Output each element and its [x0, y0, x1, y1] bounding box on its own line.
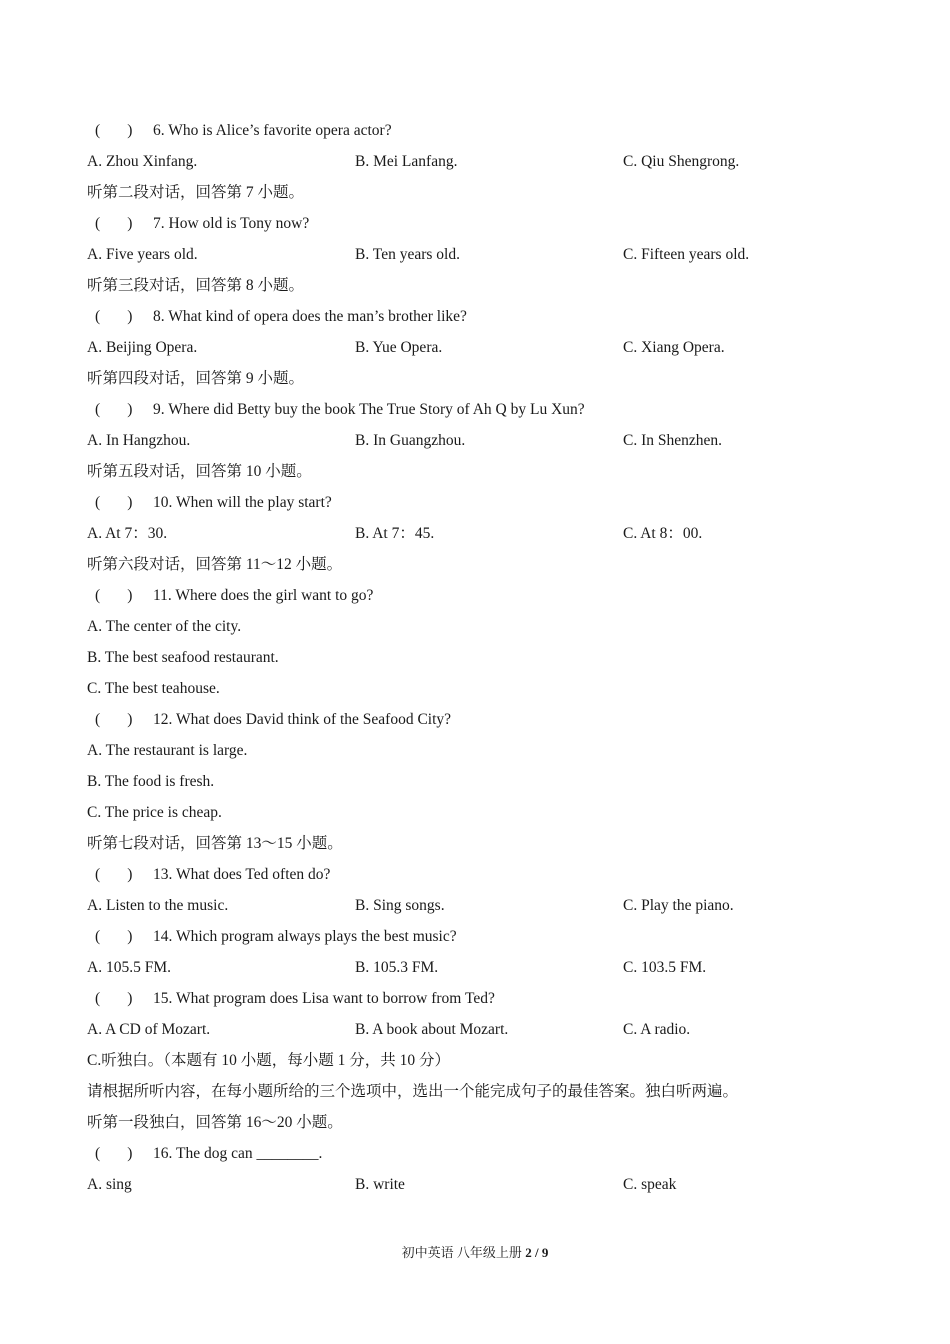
option-a: A. sing: [87, 1176, 132, 1193]
options-row: [87, 1014, 887, 1045]
options-row: [87, 1169, 887, 1200]
question: [87, 921, 887, 952]
options-row: [87, 952, 887, 983]
option-c: C. Xiang Opera.: [623, 339, 725, 356]
exam-content: [87, 115, 887, 1200]
question: [87, 487, 887, 518]
option-a: A. A CD of Mozart.: [87, 1021, 211, 1038]
options-row: [87, 518, 887, 549]
option-c: C. speak: [623, 1176, 677, 1193]
option-c: C. Qiu Shengrong.: [623, 153, 740, 170]
question: [87, 394, 887, 425]
option-a: A. At 7：30.: [87, 525, 168, 542]
option-b: B. Ten years old.: [355, 246, 460, 263]
text-line: 听第七段对话，回答第 13～15 小题。: [87, 835, 343, 852]
option-a: A. Listen to the music.: [87, 897, 229, 914]
question: [87, 580, 887, 611]
text-line: B. The food is fresh.: [87, 773, 215, 790]
answer-blank: ( ): [95, 990, 133, 1007]
question: [87, 859, 887, 890]
text-line: C.听独白。（本题有 10 小题，每小题 1 分，共 10 分）: [87, 1052, 450, 1069]
answer-blank: ( ): [95, 711, 133, 728]
page-number: 2 / 9: [525, 1245, 549, 1260]
question-text: 15. What program does Lisa want to borrow from Ted?: [153, 990, 495, 1007]
question-text: 16. The dog can ________.: [153, 1145, 323, 1162]
footer-course: 初中英语 八年级上册: [401, 1245, 522, 1260]
question-text: 14. Which program always plays the best music?: [153, 928, 457, 945]
answer-blank: ( ): [95, 928, 133, 945]
options-row: [87, 890, 887, 921]
text-line: A. The center of the city.: [87, 618, 242, 635]
text-line: B. The best seafood restaurant.: [87, 649, 279, 666]
question: [87, 115, 887, 146]
text-line: 请根据所听内容，在每小题所给的三个选项中，选出一个能完成句子的最佳答案。独白听两遍。: [87, 1083, 739, 1100]
question: [87, 1138, 887, 1169]
answer-blank: ( ): [95, 494, 133, 511]
text-line: 听第一段独白，回答第 16～20 小题。: [87, 1114, 343, 1131]
option-c: C. A radio.: [623, 1021, 691, 1038]
option-c: C. Fifteen years old.: [623, 246, 750, 263]
question-text: 10. When will the play start?: [153, 494, 332, 511]
answer-blank: ( ): [95, 1145, 133, 1162]
answer-blank: ( ): [95, 215, 133, 232]
option-b: B. Sing songs.: [355, 897, 445, 914]
answer-blank: ( ): [95, 401, 133, 418]
text-line: 听第五段对话，回答第 10 小题。: [87, 463, 312, 480]
question: [87, 983, 887, 1014]
question-text: 13. What does Ted often do?: [153, 866, 331, 883]
option-b: B. Mei Lanfang.: [355, 153, 458, 170]
text-line: C. The price is cheap.: [87, 804, 222, 821]
answer-blank: ( ): [95, 308, 133, 325]
option-a: A. Zhou Xinfang.: [87, 153, 198, 170]
question: [87, 208, 887, 239]
page-footer: [0, 1243, 950, 1263]
question: [87, 301, 887, 332]
option-b: B. 105.3 FM.: [355, 959, 439, 976]
option-b: B. In Guangzhou.: [355, 432, 466, 449]
option-b: B. At 7：45.: [355, 525, 435, 542]
option-c: C. At 8：00.: [623, 525, 703, 542]
question: [87, 704, 887, 735]
answer-blank: ( ): [95, 587, 133, 604]
question-text: 12. What does David think of the Seafood City?: [153, 711, 452, 728]
answer-blank: ( ): [95, 866, 133, 883]
option-b: B. A book about Mozart.: [355, 1021, 509, 1038]
option-c: C. Play the piano.: [623, 897, 734, 914]
question-text: 7. How old is Tony now?: [153, 215, 310, 232]
option-a: A. Five years old.: [87, 246, 198, 263]
option-c: C. In Shenzhen.: [623, 432, 723, 449]
text-line: 听第六段对话，回答第 11～12 小题。: [87, 556, 343, 573]
option-a: A. 105.5 FM.: [87, 959, 171, 976]
answer-blank: ( ): [95, 122, 133, 139]
text-line: 听第三段对话，回答第 8 小题。: [87, 277, 305, 294]
text-line: A. The restaurant is large.: [87, 742, 248, 759]
option-b: B. write: [355, 1176, 405, 1193]
option-a: A. In Hangzhou.: [87, 432, 191, 449]
text-line: 听第二段对话，回答第 7 小题。: [87, 184, 305, 201]
option-b: B. Yue Opera.: [355, 339, 443, 356]
text-line: C. The best teahouse.: [87, 680, 220, 697]
question-text: 9. Where did Betty buy the book The True Story of Ah Q by Lu Xun?: [153, 401, 585, 418]
question-text: 6. Who is Alice’s favorite opera actor?: [153, 122, 392, 139]
options-row: [87, 425, 887, 456]
question-text: 8. What kind of opera does the man’s brother like?: [153, 308, 467, 325]
options-row: [87, 332, 887, 363]
options-row: [87, 146, 887, 177]
option-a: A. Beijing Opera.: [87, 339, 198, 356]
option-c: C. 103.5 FM.: [623, 959, 707, 976]
text-line: 听第四段对话，回答第 9 小题。: [87, 370, 305, 387]
options-row: [87, 239, 887, 270]
question-text: 11. Where does the girl want to go?: [153, 587, 374, 604]
